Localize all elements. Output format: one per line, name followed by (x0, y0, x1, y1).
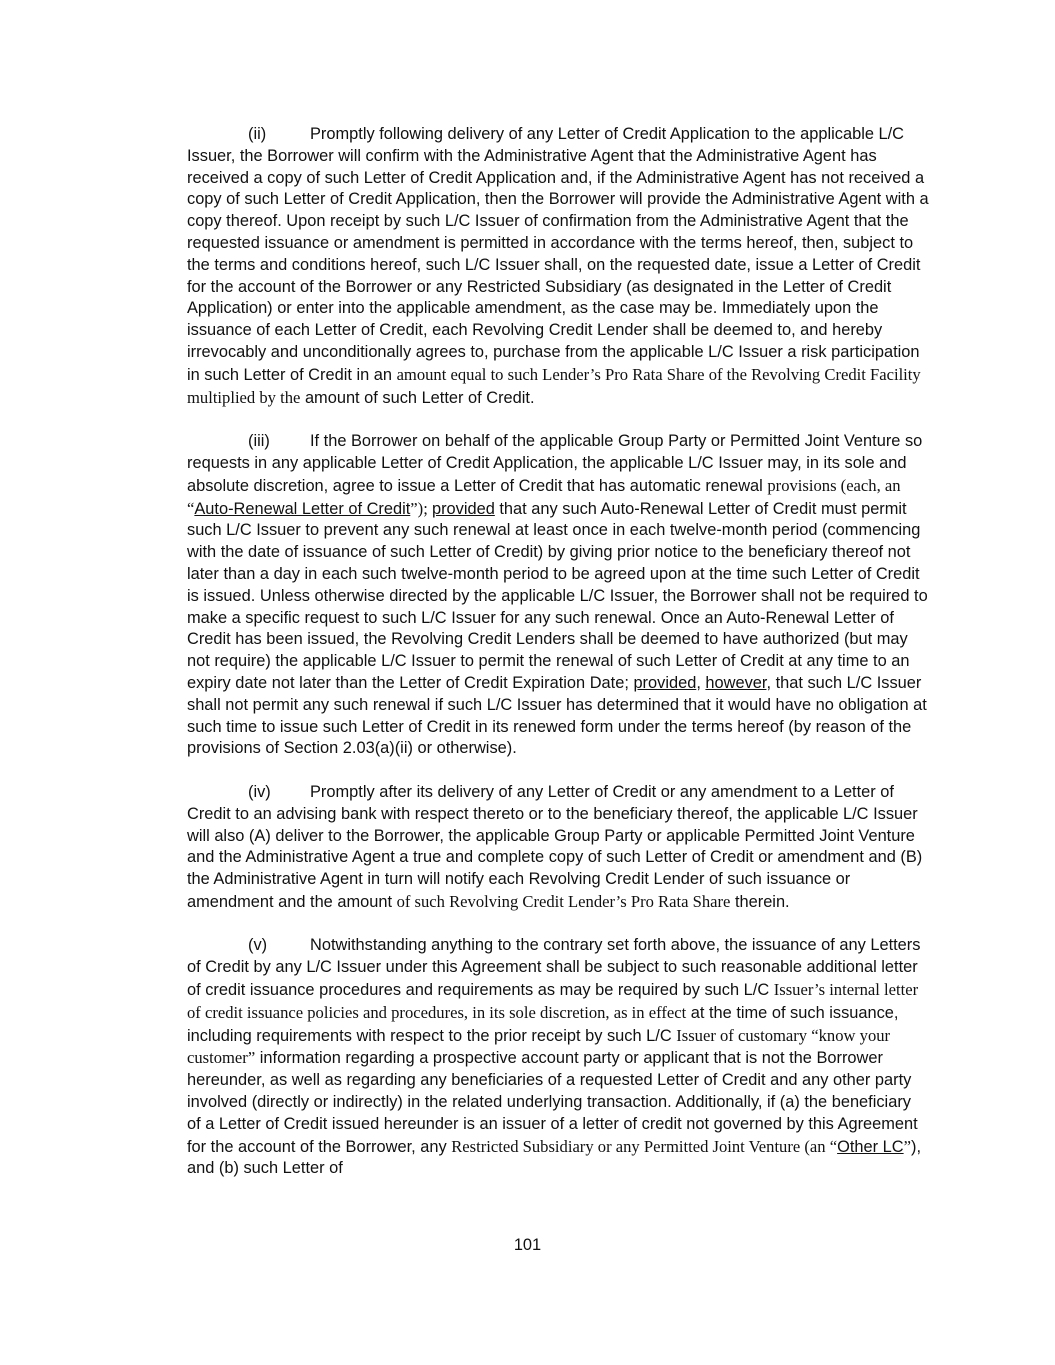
paragraph-number: (ii) (248, 125, 267, 143)
paragraph-iv (187, 782, 929, 914)
text-segment: , (696, 673, 706, 692)
text-segment: Promptly following delivery of any Letter of Credit Application to the applicable L/C Issuer, the Borrower will confirm with the Administrative Agent that the Administrative Agent has received a copy of such Letter of Credit Application and, if the Administrative Agent has not received a copy of such Letter of Credit Application, then the Borrower will provide the Administrative Agent with a copy thereof. Upon receipt by such L/C Issuer of confirmation from the Administrative Agent that the requested issuance or amendment is permitted in accordance with the terms hereof, then, subject to the terms and conditions hereof, such L/C Issuer shall, on the requested date, issue a Letter of Credit for the account of the Borrower or any Restricted Subsidiary (as designated in the Letter of Credit Application) or enter into the applicable amendment, as the case may be. Immediately upon the issuance of each Letter of Credit, each Revolving Credit Lender shall be deemed to, and hereby irrevocably and unconditionally agrees to, purchase from the applicable L/C Issuer a risk participation in such Letter of Credit in an (187, 125, 929, 384)
text-segment: amount equal to such Lender’s Pro Rata Share of the Revolving Credit Facility multiplied by the (187, 364, 921, 407)
text-segment: provisions (each, an “ (187, 475, 901, 518)
underlined-term: however (705, 673, 767, 692)
paragraph-number: (iii) (248, 432, 270, 451)
body-text (187, 124, 929, 1202)
text-segment: Restricted Subsidiary or any Permitted Joint Venture (an “ (451, 1136, 838, 1156)
page-number: 101 (513, 1236, 542, 1254)
text-segment: Issuer’s internal letter of credit issuance policies and procedures, in its sole discretion, as in effect (187, 980, 919, 1022)
underlined-term: provided (633, 673, 697, 692)
paragraph-iii (187, 431, 929, 760)
text-segment: ”); (410, 498, 432, 518)
text-segment: at the time of such issuance, including requirements with respect to the prior receipt by such L/C (187, 1003, 899, 1045)
text-segment: Promptly after its delivery of any Letter of Credit or any amendment to a Letter of Credit to an advising bank with respect thereto or to the beneficiary thereof, the applicable L/C Issuer will also (A) deliver to the Borrower, the applicable Group Party or applicable Permitted Joint Venture and the Administrative Agent a true and complete copy of such Letter of Credit or amendment and (B) the Administrative Agent in turn will notify each Revolving Credit Lender of such issuance or amendment and the amount (187, 782, 923, 911)
defined-term: Other LC (837, 1137, 904, 1156)
text-segment: information regarding a prospective account party or applicant that is not the Borrower hereunder, as well as regarding any beneficiaries of a requested Letter of Credit and any other party involved (directly or indirectly) in the related underlying transaction. Additionally, if (a) the beneficiary of a Letter of Credit issued hereunder is an issuer of a letter of credit not governed by this Agreement for the account of the Borrower, any (187, 1049, 918, 1156)
text-segment: Issuer of customary “know your customer” (187, 1025, 891, 1068)
text-segment: therein. (730, 892, 790, 911)
defined-term: Auto-Renewal Letter of Credit (194, 499, 411, 518)
text-segment: amount of such Letter of Credit. (300, 388, 535, 407)
paragraph-v (187, 935, 929, 1180)
text-segment: , that such L/C Issuer shall not permit any such renewal if such L/C Issuer has determined that it would have no obligation at such time to issue such Letter of Credit in its renewed form under the terms hereof (by reason of the provisions of Section 2.03(a)(ii) or otherwise). (187, 673, 927, 758)
text-segment: ), and (b) such Letter of (187, 1137, 921, 1178)
paragraph-number: (v) (248, 936, 268, 955)
text-segment: that any such Auto-Renewal Letter of Credit must permit such L/C Issuer to prevent any such renewal at least once in each twelve-month period (commencing with the date of issuance of such Letter of Credit) by giving prior notice to the beneficiary thereof not later than a day in each such twelve-month period to be agreed upon at the time such Letter of Credit is issued. Unless otherwise directed by the applicable L/C Issuer, the Borrower shall not be required to make a specific request to such L/C Issuer for any such renewal. Once an Auto-Renewal Letter of Credit has been issued, the Revolving Credit Lenders shall be deemed to have authorized (but may not require) the applicable L/C Issuer to permit the renewal of such Letter of Credit at any time to an expiry date not later than the Letter of Credit Expiration Date; (187, 499, 928, 692)
paragraph-ii (187, 124, 929, 409)
text-segment: If the Borrower on behalf of the applicable Group Party or Permitted Joint Venture so requests in any applicable Letter of Credit Application, the applicable L/C Issuer may, in its sole and absolute discretion, agree to issue a Letter of Credit that has automatic renewal (187, 432, 923, 495)
text-segment: of such Revolving Credit Lender’s Pro Rata Share (396, 891, 731, 911)
text-segment: Notwithstanding anything to the contrary set forth above, the issuance of any Letters of Credit by any L/C Issuer under this Agreement shall be subject to such reasonable additional letter of credit issuance procedures and requirements as may be required by such L/C (187, 936, 921, 1000)
paragraph-number: (iv) (248, 782, 271, 801)
text-segment: ” (903, 1136, 911, 1156)
underlined-term: provided (431, 499, 495, 518)
